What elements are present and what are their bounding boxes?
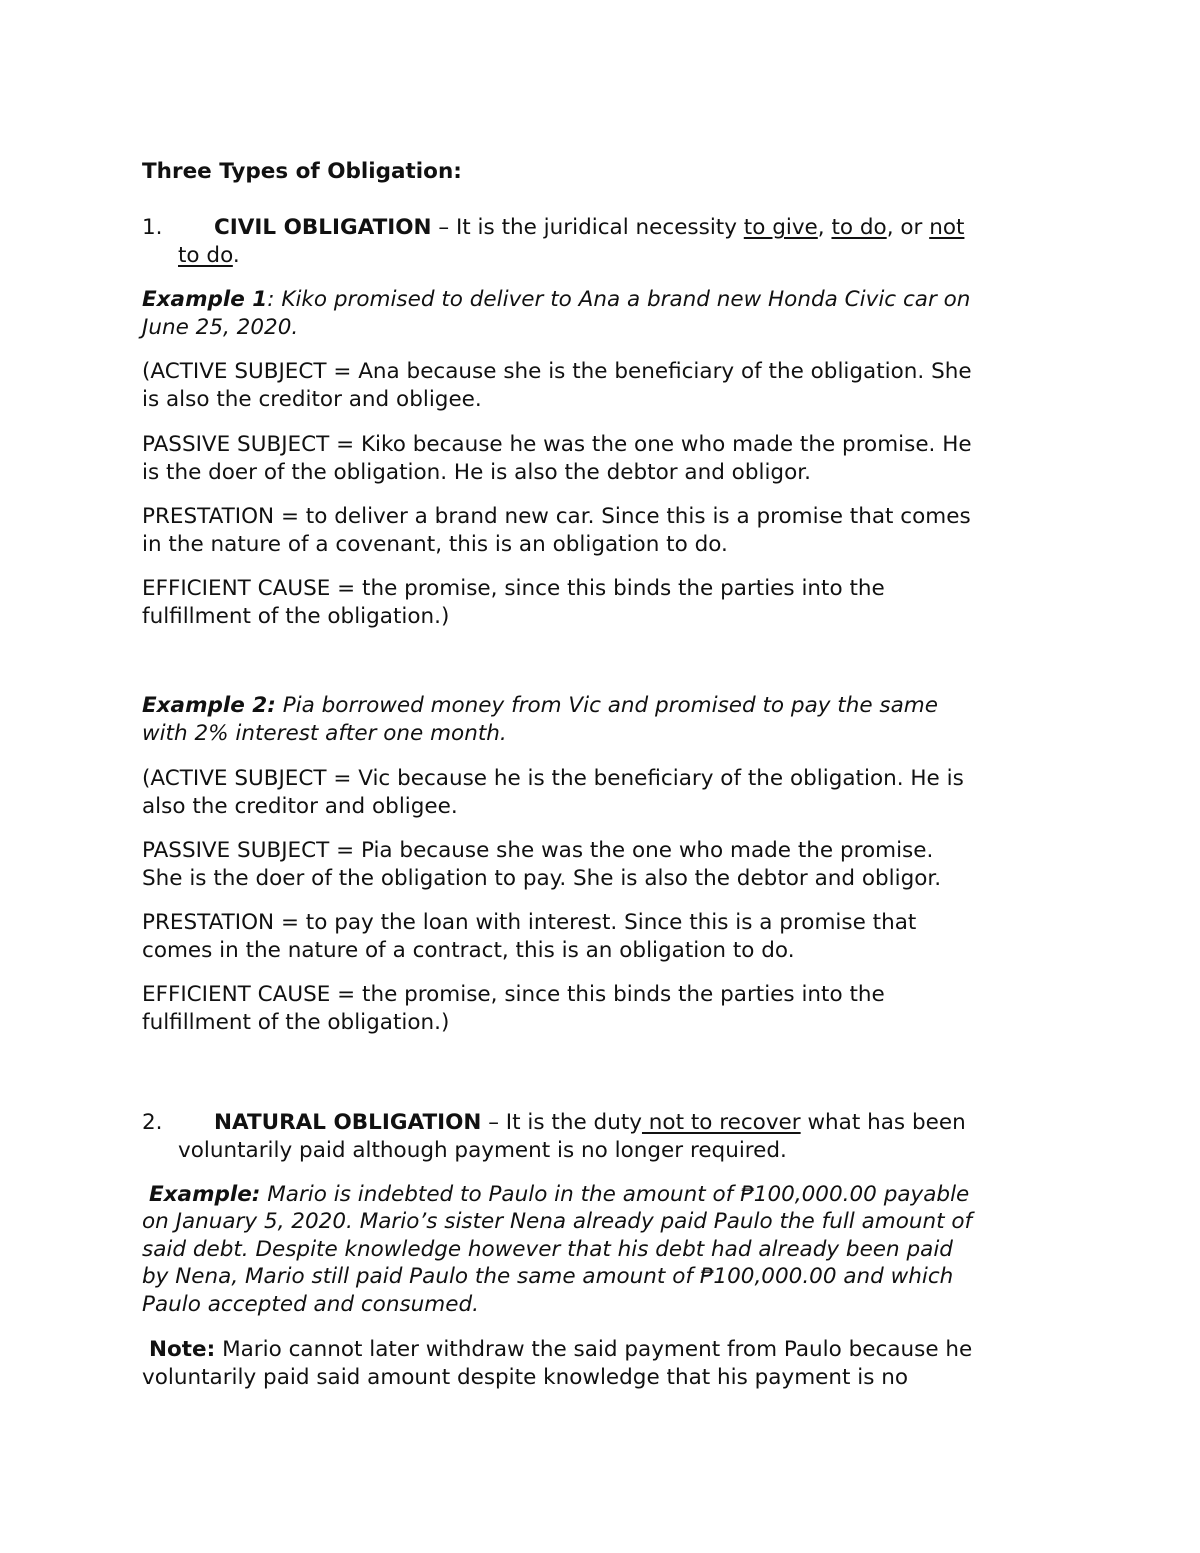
- note-text-1: Mario cannot later withdraw the said payment from Paulo because he: [215, 1337, 973, 1362]
- example3-line-2: on January 5, 2020. Mario’s sister Nena already paid Paulo the full amount of: [142, 1209, 973, 1234]
- natural-number: 2.: [142, 1110, 163, 1135]
- document-heading: Three Types of Obligation:: [142, 159, 462, 184]
- example2-active-2: also the creditor and obligee.: [142, 794, 458, 819]
- natural-term: not to recover: [641, 1110, 801, 1135]
- example2-text-1: Pia borrowed money from Vic and promised to pay the same: [275, 693, 938, 718]
- example1-line-1: [142, 286, 970, 314]
- example2-line-2: with 2% interest after one month.: [142, 721, 507, 746]
- example2-line-1: [142, 692, 938, 720]
- example1-label: Example 1: [142, 287, 268, 312]
- civil-intro: – It is the juridical necessity: [431, 215, 744, 240]
- example2-prestation-2: comes in the nature of a contract, this is an obligation to do.: [142, 938, 795, 963]
- civil-term-do: to do: [831, 215, 887, 240]
- example1-prestation-1: PRESTATION = to deliver a brand new car. Since this is a promise that comes: [142, 504, 971, 529]
- example3-line-4: by Nena, Mario still paid Paulo the same amount of ₱100,000.00 and which: [142, 1264, 954, 1289]
- example1-line-2: June 25, 2020.: [142, 315, 299, 340]
- natural-obligation-line-1: [142, 1109, 966, 1137]
- example3-label: Example:: [149, 1182, 261, 1207]
- civil-title: CIVIL OBLIGATION: [214, 215, 432, 240]
- example2-passive-2: She is the doer of the obligation to pay. She is also the debtor and obligor.: [142, 866, 942, 891]
- civil-term-not-b: to do: [178, 243, 233, 268]
- example1-cause-1: EFFICIENT CAUSE = the promise, since this binds the parties into the: [142, 576, 885, 601]
- example1-passive-1: PASSIVE SUBJECT = Kiko because he was the one who made the promise. He: [142, 432, 972, 457]
- example1-cause-2: fulfillment of the obligation.): [142, 604, 450, 629]
- civil-term-not-a: not: [929, 215, 965, 240]
- civil-number: 1.: [142, 215, 163, 240]
- example1-text-1: : Kiko promised to deliver to Ana a brand new Honda Civic car on: [267, 287, 971, 312]
- note-line-2: voluntarily paid said amount despite knowledge that his payment is no: [142, 1365, 909, 1390]
- natural-rest-1: what has been: [800, 1110, 966, 1135]
- example1-active-2: is also the creditor and obligee.: [142, 387, 482, 412]
- civil-term-give: to give: [743, 215, 818, 240]
- natural-obligation-line-2: voluntarily paid although payment is no longer required.: [178, 1138, 787, 1163]
- example1-prestation-2: in the nature of a covenant, this is an obligation to do.: [142, 532, 728, 557]
- example3-line-5: Paulo accepted and consumed.: [142, 1292, 479, 1317]
- civil-obligation-line-2: [178, 242, 240, 270]
- natural-title: NATURAL OBLIGATION: [214, 1110, 482, 1135]
- note-line-1: [149, 1336, 972, 1364]
- example3-line-3: said debt. Despite knowledge however that his debt had already been paid: [142, 1237, 953, 1262]
- civil-sep-1: ,: [817, 215, 832, 240]
- civil-end: .: [232, 243, 240, 268]
- example2-cause-1: EFFICIENT CAUSE = the promise, since this binds the parties into the: [142, 982, 885, 1007]
- natural-intro: – It is the duty: [481, 1110, 642, 1135]
- example2-prestation-1: PRESTATION = to pay the loan with interest. Since this is a promise that: [142, 910, 917, 935]
- example3-text-1: Mario is indebted to Paulo in the amount of ₱100,000.00 payable: [260, 1182, 970, 1207]
- example1-active-1: (ACTIVE SUBJECT = Ana because she is the beneficiary of the obligation. She: [142, 359, 972, 384]
- example2-passive-1: PASSIVE SUBJECT = Pia because she was the one who made the promise.: [142, 838, 934, 863]
- example1-passive-2: is the doer of the obligation. He is also the debtor and obligor.: [142, 460, 811, 485]
- example2-label: Example 2:: [142, 693, 276, 718]
- civil-obligation-line-1: [142, 214, 964, 242]
- example2-active-1: (ACTIVE SUBJECT = Vic because he is the beneficiary of the obligation. He is: [142, 766, 964, 791]
- civil-sep-2: , or: [886, 215, 930, 240]
- note-label: Note:: [149, 1337, 216, 1362]
- example2-cause-2: fulfillment of the obligation.): [142, 1010, 450, 1035]
- example3-line-1: [149, 1181, 969, 1209]
